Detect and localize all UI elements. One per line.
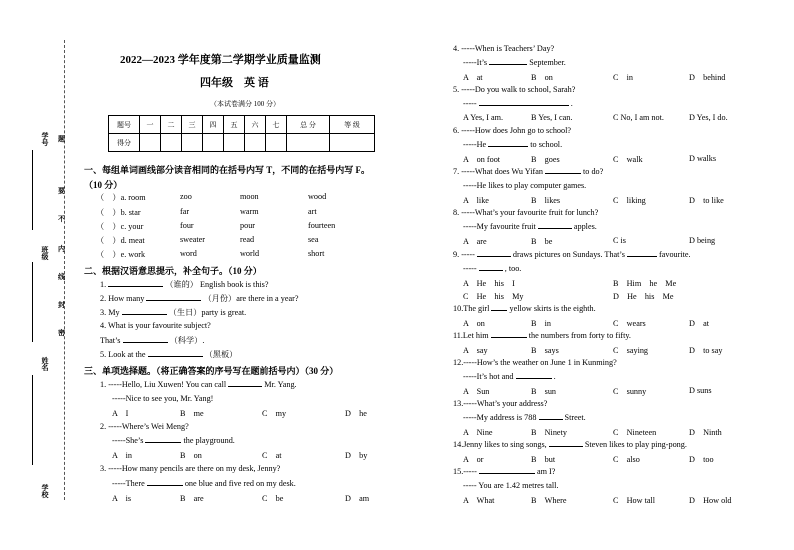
score-header: 题号 (109, 116, 140, 134)
s2-q4-pre: That’s (100, 336, 121, 345)
s1-row-d-w2: sweater (180, 235, 206, 244)
s1-row-a-w3: moon (240, 192, 259, 201)
q8-text-end: apples. (573, 222, 597, 231)
q7-option-c[interactable]: C liking (613, 196, 646, 205)
q15-text-end: am I? (536, 467, 556, 476)
q13-text: -----My address is 788 (463, 413, 537, 422)
q5-option-c[interactable]: C No, I am not. (613, 113, 664, 122)
section1-title: 一、每组单词画线部分读音相同的在括号内写 T，不同的在括号内写 F。 (84, 165, 371, 175)
score-header: 五 (224, 116, 245, 134)
q13-text-end: Street. (564, 413, 586, 422)
q12-blank[interactable] (516, 377, 552, 379)
q4-line2 (463, 58, 566, 67)
q8-text: -----My favourite fruit (463, 222, 536, 231)
q3-text-end: one blue and five red on my desk. (184, 479, 296, 488)
q15-blank[interactable] (479, 472, 535, 474)
q9-blank-3[interactable] (479, 269, 503, 271)
q11-text-end: the numbers from forty to fifty. (528, 331, 631, 340)
s1-row-b-w2: far (180, 207, 190, 216)
q10-line1 (453, 304, 596, 313)
q2-text-end: the playground. (183, 436, 235, 445)
q7-blank[interactable] (545, 172, 581, 174)
q9-line1 (453, 250, 691, 259)
school-label: 学校 (41, 484, 49, 498)
score-cell[interactable] (224, 134, 245, 152)
s2-q4-hint: （科学）. (169, 336, 205, 345)
q4-blank[interactable] (489, 63, 527, 65)
q13-line1: 13.-----What’s your address? (453, 399, 548, 408)
q8-line1: 8. -----What’s your favourite fruit for lunch? (453, 208, 599, 217)
q6-text: -----He (463, 140, 487, 149)
score-cell[interactable] (245, 134, 266, 152)
exam-subject: 四年级 英 语 (200, 77, 269, 89)
seal-char-4: 内 (58, 245, 65, 253)
q9-option-d[interactable]: D He his Me (613, 292, 674, 301)
q11-option-b[interactable]: B says (531, 346, 559, 355)
q4-option-d[interactable]: D behind (689, 73, 726, 82)
s1-row-b-w3: warm (240, 207, 259, 216)
number-blank (32, 150, 33, 230)
q2-blank[interactable] (145, 441, 181, 443)
score-cell[interactable] (203, 134, 224, 152)
s1-row-b-label: （ ）b. star (96, 208, 141, 217)
q1-option-a[interactable]: A I (112, 409, 129, 418)
score-header: 四 (203, 116, 224, 134)
q11-option-c[interactable]: C saying (613, 346, 649, 355)
section1-points: （10 分） (84, 180, 123, 190)
seal-char-2: 要 (58, 187, 65, 195)
q8-line2 (463, 222, 597, 231)
score-table (108, 115, 375, 152)
q5-option-b[interactable]: B Yes, I can. (531, 113, 573, 122)
q12-text: -----It’s hot and (463, 372, 514, 381)
s2-q1-hint: （谁的） (165, 280, 198, 289)
q8-blank[interactable] (538, 227, 572, 229)
s1-row-e-label: （ ）e. work (96, 250, 146, 259)
q14-line1 (453, 440, 687, 449)
q3-text: -----There (112, 479, 145, 488)
s2-q1-pre: 1. (100, 280, 107, 289)
q9-line2 (463, 264, 521, 273)
section3-title: 三、单项选择题。（将正确答案的序号写在题前括号内）（30 分） (84, 366, 339, 376)
s1-row-a-w4: wood (308, 192, 327, 201)
score-header: 总 分 (287, 116, 330, 134)
q10-option-d[interactable]: D at (689, 319, 710, 328)
q3-line2 (112, 479, 296, 488)
q8-option-c[interactable]: C is (613, 236, 626, 245)
s1-row-e-w3: world (240, 249, 260, 258)
score-row-label: 得分 (109, 134, 140, 152)
s2-q2-pre: 2. How many (100, 294, 145, 303)
student-number-label: 学号 (41, 132, 49, 146)
q5-option-a[interactable]: A Yes, I am. (463, 113, 504, 122)
q5-line2 (463, 99, 573, 108)
q2-text: -----She’s (112, 436, 144, 445)
q5-text: ----- (463, 99, 477, 108)
q7-option-a[interactable]: A like (463, 196, 489, 205)
s1-row-c-w2: four (180, 221, 194, 230)
q6-option-c[interactable]: C walk (613, 155, 643, 164)
score-header: 三 (182, 116, 203, 134)
q10-text: 10.The girl (453, 304, 490, 313)
s1-row-e-w4: short (308, 249, 325, 258)
score-cell[interactable] (182, 134, 203, 152)
q2-option-d[interactable]: D by (345, 451, 368, 460)
q9-option-b[interactable]: B Him he Me (613, 279, 677, 288)
q4-option-a[interactable]: A at (463, 73, 483, 82)
q11-option-a[interactable]: A say (463, 346, 488, 355)
s1-row-a-label: （ ）a. room (96, 193, 146, 202)
q9-blank-1[interactable] (477, 255, 511, 257)
q2-line2 (112, 436, 235, 445)
q1-option-d[interactable]: D he (345, 409, 367, 418)
q3-option-b[interactable]: B are (180, 494, 204, 503)
q6-option-b[interactable]: B goes (531, 155, 560, 164)
q14-text: 14.Jenny likes to sing songs, (453, 440, 547, 449)
q14-text-end: Steven likes to play ping-pong. (584, 440, 687, 449)
q12-line1: 12.-----How’s the weather on June 1 in Kunming? (453, 358, 617, 367)
seal-char-1: 题 (58, 135, 65, 143)
s1-row-c-w3: pour (240, 221, 256, 230)
s2-q1-post: English book is this? (200, 280, 269, 289)
q13-option-c[interactable]: C Nineteen (613, 428, 657, 437)
q12-option-d[interactable]: D suns (689, 386, 712, 395)
s2-q5-hint: （黑板） (204, 350, 238, 359)
score-cell[interactable] (287, 134, 330, 152)
q9-text-2: ----- (463, 264, 477, 273)
q8-option-d[interactable]: D being (689, 236, 716, 245)
full-score-note: （本试卷满分 100 分） (210, 100, 280, 108)
q9-text-2-end: , too. (504, 264, 522, 273)
s1-row-a-w2: zoo (180, 192, 192, 201)
q12-line2 (463, 372, 556, 381)
s2-q5 (100, 349, 237, 360)
q2-option-c[interactable]: C at (262, 451, 282, 460)
s1-row-c-label: （ ）c. your (96, 222, 144, 231)
s1-row-d-w4: sea (308, 235, 319, 244)
q12-text-end: . (553, 372, 556, 381)
q14-option-d[interactable]: D too (689, 455, 714, 464)
q11-blank[interactable] (491, 336, 527, 338)
score-cell[interactable] (330, 134, 375, 152)
name-blank (32, 375, 33, 465)
q7-text: 7. -----What does Wu Yifan (453, 167, 543, 176)
s2-q3-blank[interactable] (122, 313, 167, 315)
q7-line1 (453, 167, 603, 176)
s2-q2-hint: （月份）are there in a year? (203, 294, 299, 303)
s2-q1-blank[interactable] (108, 285, 163, 287)
q10-option-a[interactable]: A on (463, 319, 485, 328)
q5-line1: 5. -----Do you walk to school, Sarah? (453, 85, 576, 94)
q9-text: 9. ----- (453, 250, 475, 259)
q10-text-end: yellow skirts is the eighth. (509, 304, 596, 313)
q1-line1 (100, 380, 297, 389)
class-blank (32, 262, 33, 342)
q10-option-b[interactable]: B in (531, 319, 552, 328)
score-cell[interactable] (266, 134, 287, 152)
q14-option-a[interactable]: A or (463, 455, 484, 464)
q13-line2 (463, 413, 586, 422)
q1-text-end: Mr. Yang. (264, 380, 297, 389)
s1-row-d-w3: read (240, 235, 255, 244)
s2-q5-blank[interactable] (148, 355, 203, 357)
q7-text-end: to do? (583, 167, 604, 176)
q9-text-mid: draws pictures on Sundays. That’s (512, 250, 625, 259)
score-header: 六 (245, 116, 266, 134)
q6-line1: 6. -----How does John go to school? (453, 126, 572, 135)
q5-option-d[interactable]: D Yes, I do. (689, 113, 728, 122)
binding-line (64, 40, 65, 500)
s2-q3 (100, 307, 246, 318)
q2-option-a[interactable]: A in (112, 451, 133, 460)
q3-line1: 3. -----How many pencils are there on my desk, Jenny? (100, 464, 281, 473)
q4-text-end: September. (529, 58, 566, 67)
q13-option-d[interactable]: D Ninth (689, 428, 722, 437)
q4-text: -----It’s (463, 58, 488, 67)
q5-text-end: . (570, 99, 573, 108)
q8-option-a[interactable]: A are (463, 237, 487, 246)
q14-blank[interactable] (549, 445, 583, 447)
q9-option-c[interactable]: C He his My (463, 292, 524, 301)
s2-q4 (100, 335, 204, 346)
s1-row-c-w4: fourteen (308, 221, 336, 230)
q15-line2: ----- You are 1.42 metres tall. (463, 481, 559, 490)
q9-blank-2[interactable] (627, 255, 657, 257)
q10-blank[interactable] (491, 309, 507, 311)
q11-line1 (453, 331, 631, 340)
q2-option-b[interactable]: B on (180, 451, 202, 460)
s1-row-e-w2: word (180, 249, 197, 258)
q3-option-d[interactable]: D am (345, 494, 370, 503)
q11-text: 11.Let him (453, 331, 489, 340)
q6-blank[interactable] (488, 145, 528, 147)
q3-blank[interactable] (147, 484, 183, 486)
name-label: 姓名 (41, 357, 49, 371)
q15-option-d[interactable]: D How old (689, 496, 732, 505)
q6-text-end: to school. (530, 140, 563, 149)
q3-option-a[interactable]: A is (112, 494, 132, 503)
seal-char-6: 封 (58, 301, 65, 309)
q1-text: 1. -----Hello, Liu Xuwen! You can call (100, 380, 227, 389)
q4-line1: 4. -----When is Teachers’ Day? (453, 44, 555, 53)
q3-option-c[interactable]: C be (262, 494, 284, 503)
score-header: 等 级 (330, 116, 375, 134)
s1-row-d-label: （ ）d. meat (96, 236, 145, 245)
q7-option-d[interactable]: D to like (689, 196, 724, 205)
q15-option-a[interactable]: A What (463, 496, 495, 505)
q4-option-b[interactable]: B on (531, 73, 553, 82)
q8-option-b[interactable]: B be (531, 237, 553, 246)
q7-line2: -----He likes to play computer games. (463, 181, 587, 190)
q6-option-d[interactable]: D walks (689, 154, 717, 163)
s1-row-b-w4: art (308, 207, 317, 216)
q12-option-a[interactable]: A Sun (463, 387, 490, 396)
q4-option-c[interactable]: C in (613, 73, 634, 82)
s2-q1 (100, 279, 269, 290)
q11-option-d[interactable]: D to say (689, 346, 723, 355)
s2-q2 (100, 293, 298, 304)
q1-option-b[interactable]: B me (180, 409, 204, 418)
q15-line1 (453, 467, 555, 476)
score-cell[interactable] (140, 134, 161, 152)
section2-title: 二、根据汉语意思提示，补全句子。（10 分） (84, 266, 262, 276)
q12-option-c[interactable]: C sunny (613, 387, 647, 396)
q15-option-b[interactable]: B Where (531, 496, 567, 505)
seal-char-3: 不 (58, 215, 65, 223)
q14-option-c[interactable]: C also (613, 455, 640, 464)
seal-char-5: 线 (58, 273, 65, 281)
q1-line2: -----Nice to see you, Mr. Yang! (112, 394, 214, 403)
q13-option-b[interactable]: B Ninety (531, 428, 567, 437)
q6-line2 (463, 140, 562, 149)
score-cell[interactable] (161, 134, 182, 152)
s2-q5-pre: 5. Look at the (100, 350, 146, 359)
q9-option-a[interactable]: A He his I (463, 279, 515, 288)
q6-option-a[interactable]: A on foot (463, 155, 501, 164)
seal-char-7: 密 (58, 329, 65, 337)
q13-option-a[interactable]: A Nine (463, 428, 493, 437)
q13-blank[interactable] (539, 418, 563, 420)
q2-line1: 2. -----Where’s Wei Meng? (100, 422, 189, 431)
s2-q4-text: 4. What is your favourite subject? (100, 321, 211, 330)
score-header: 七 (266, 116, 287, 134)
s2-q3-pre: 3. My (100, 308, 120, 317)
q7-option-b[interactable]: B likes (531, 196, 561, 205)
score-header: 一 (140, 116, 161, 134)
q12-option-b[interactable]: B sun (531, 387, 557, 396)
q15-text: 15.----- (453, 467, 477, 476)
s2-q3-hint: （生日）party is great. (168, 308, 247, 317)
q15-option-c[interactable]: C How tall (613, 496, 656, 505)
score-header: 二 (161, 116, 182, 134)
q5-blank[interactable] (479, 104, 569, 106)
s2-q4-blank[interactable] (123, 341, 168, 343)
q14-option-b[interactable]: B but (531, 455, 556, 464)
q10-option-c[interactable]: C wears (613, 319, 646, 328)
exam-title: 2022—2023 学年度第二学期学业质量监测 (120, 54, 321, 66)
q9-text-end: favourite. (658, 250, 691, 259)
q1-option-c[interactable]: C my (262, 409, 287, 418)
s2-q2-blank[interactable] (146, 299, 201, 301)
q1-blank[interactable] (228, 385, 262, 387)
class-label: 班级 (41, 246, 49, 260)
